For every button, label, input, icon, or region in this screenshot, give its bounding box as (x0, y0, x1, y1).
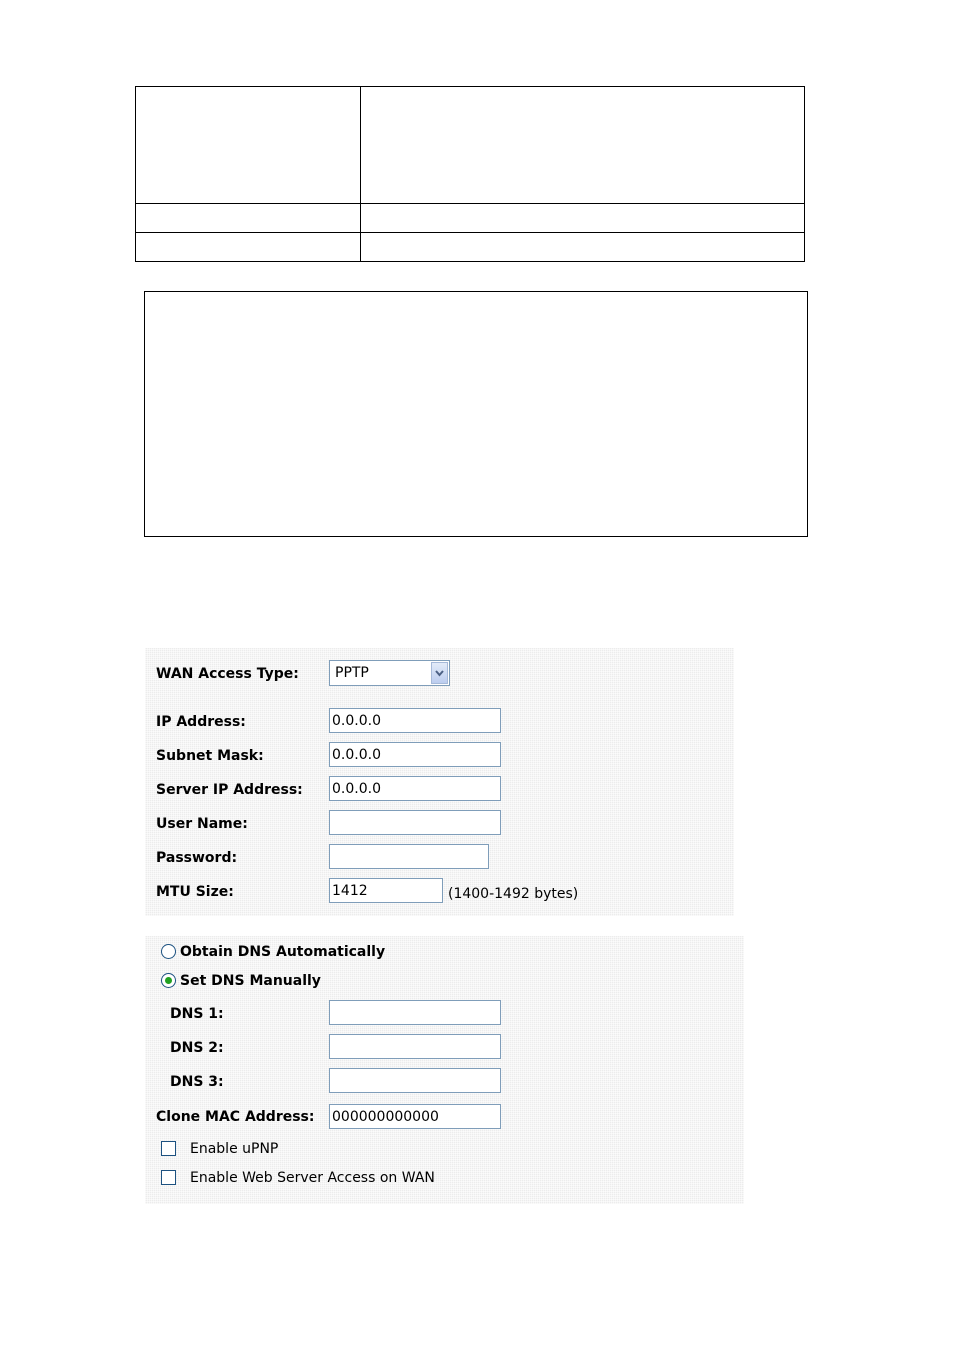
wan-access-type-select[interactable] (329, 660, 450, 686)
wan-access-type-label: WAN Access Type: (156, 666, 299, 682)
enable-web-server-access-label: Enable Web Server Access on WAN (190, 1170, 435, 1186)
subnet-mask-label: Subnet Mask: (156, 748, 264, 764)
mtu-size-label: MTU Size: (156, 884, 234, 900)
password-input[interactable] (329, 844, 489, 869)
dns3-label: DNS 3: (170, 1074, 224, 1090)
user-name-label: User Name: (156, 816, 248, 832)
set-dns-manually-radio[interactable] (161, 973, 176, 988)
mtu-size-hint: (1400-1492 bytes) (448, 886, 579, 902)
enable-web-server-access-checkbox[interactable] (161, 1170, 176, 1185)
dropdown-arrow-button[interactable] (431, 662, 448, 684)
table-column-divider (360, 87, 361, 261)
radio-selected-dot (165, 977, 172, 984)
wan-settings-panel (145, 648, 734, 916)
chevron-down-icon (435, 670, 444, 677)
clone-mac-address-label: Clone MAC Address: (156, 1109, 315, 1125)
dns2-label: DNS 2: (170, 1040, 224, 1056)
dns-settings-panel (145, 936, 744, 1204)
table-row-divider (136, 232, 804, 233)
dns1-label: DNS 1: (170, 1006, 224, 1022)
user-name-input[interactable] (329, 810, 501, 835)
note-box (144, 291, 808, 537)
ip-address-input[interactable] (329, 708, 501, 733)
dns2-input[interactable] (329, 1034, 501, 1059)
subnet-mask-input[interactable] (329, 742, 501, 767)
set-dns-manually-label: Set DNS Manually (180, 973, 321, 989)
wan-access-type-value: PPTP (335, 665, 369, 681)
clone-mac-address-input[interactable] (329, 1104, 501, 1129)
mtu-size-input[interactable] (329, 878, 443, 903)
table-row-divider (136, 203, 804, 204)
server-ip-address-input[interactable] (329, 776, 501, 801)
enable-upnp-checkbox[interactable] (161, 1141, 176, 1156)
dns3-input[interactable] (329, 1068, 501, 1093)
dns1-input[interactable] (329, 1000, 501, 1025)
password-label: Password: (156, 850, 238, 866)
parameter-table (135, 86, 805, 262)
server-ip-address-label: Server IP Address: (156, 782, 303, 798)
obtain-dns-automatically-radio[interactable] (161, 944, 176, 959)
obtain-dns-automatically-label: Obtain DNS Automatically (180, 944, 386, 960)
ip-address-label: IP Address: (156, 714, 246, 730)
enable-upnp-label: Enable uPNP (190, 1141, 279, 1157)
